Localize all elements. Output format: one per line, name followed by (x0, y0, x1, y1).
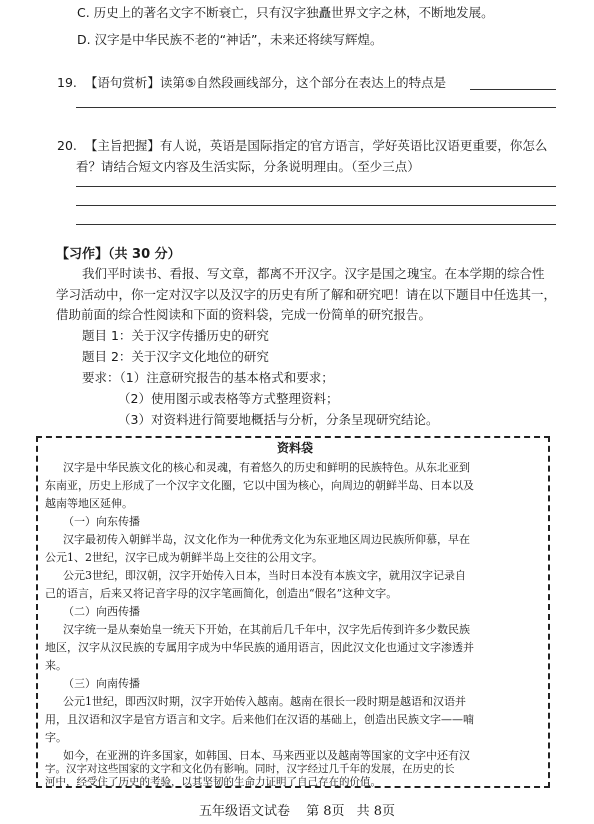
answer-line[interactable] (76, 205, 556, 206)
material-line: 汉字是中华民族文化的核心和灵魂，有着悠久的历史和鲜明的民族特色。从东北亚到 (63, 461, 470, 474)
material-line: 用，且汉语和汉字是官方语言和文字。后来他们在汉语的基础上，创造出民族文字——喃 (45, 713, 474, 726)
answer-line[interactable] (76, 186, 556, 187)
question-20 (57, 136, 547, 154)
topic-1: 题目 1：关于汉字传播历史的研究 (82, 328, 269, 343)
material-line: 字。 (45, 731, 67, 744)
material-line: 公元1世纪，即西汉时期，汉字开始传入越南。越南在很长一段时期是越语和汉语并 (63, 695, 466, 708)
option-d: D. 汉字是中华民族不老的“神话”，未来还将续写辉煌。 (77, 32, 383, 47)
page-number: 第 8页 (306, 804, 345, 819)
material-title: 资料袋 (277, 441, 314, 455)
material-subheading: （二）向西传播 (63, 605, 140, 618)
question-19 (57, 73, 446, 91)
page-footer (0, 800, 594, 819)
question-number: 20. (57, 138, 77, 153)
question-tag: 【语句赏析】 (84, 75, 160, 90)
answer-line[interactable] (470, 89, 556, 90)
question-text: 读第⑤自然段画线部分，这个部分在表达上的特点是 (159, 75, 447, 90)
question-20-cont: 看？请结合短文内容及生活实际，分条说明理由。（至少三点） (76, 159, 420, 174)
intro-line: 学习活动中，你一定对汉字以及汉字的历史有所了解和研究吧！请在以下题目中任选其一， (56, 287, 557, 302)
requirement-2: （2）使用图示或表格等方式整理资料； (118, 391, 339, 406)
material-line: 河中，经受住了历史的考验，以其坚韧的生命力证明了自己存在的价值。 (45, 776, 381, 788)
intro-line: 我们平时读书、看报、写文章，都离不开汉字。汉字是国之瑰宝。在本学期的综合性 (82, 266, 545, 281)
material-line: 汉字最初传入朝鲜半岛，汉文化作为一种优秀文化为东亚地区周边民族所仰慕，早在 (63, 533, 470, 546)
section-heading: 【习作】（共 30 分） (56, 247, 181, 262)
material-subheading: （三）向南传播 (63, 677, 140, 690)
requirement-3: （3）对资料进行简要地概括与分析，分条呈现研究结论。 (118, 412, 439, 427)
material-subheading: （一）向东传播 (63, 515, 140, 528)
material-line: 如今，在亚洲的许多国家，如韩国、日本、马来西亚以及越南等国家的文字中还有汉 (63, 749, 470, 762)
material-line: 公元3世纪，即汉朝，汉字开始传入日本，当时日本没有本族文字，就用汉字记录自 (63, 569, 466, 582)
material-line: 东南亚，历史上形成了一个汉字文化圈，它以中国为核心，向周边的朝鲜半岛、日本以及 (45, 479, 474, 492)
answer-line[interactable] (76, 107, 556, 108)
material-line: 公元1、2世纪，汉字已成为朝鲜半岛上交往的公用文字。 (45, 551, 323, 564)
option-c: C. 历史上的著名文字不断衰亡，只有汉字独矗世界文字之林，不断地发展。 (77, 5, 494, 20)
question-tag: 【主旨把握】 (84, 138, 160, 153)
question-text: 有人说，英语是国际指定的官方语言，学好英语比汉语更重要，你怎么 (159, 138, 548, 153)
material-line: 越南等地区延伸。 (45, 497, 133, 510)
answer-line[interactable] (76, 224, 556, 225)
question-number: 19. (57, 75, 77, 90)
intro-line: 借助前面的综合性阅读和下面的资料袋，完成一份简单的研究报告。 (56, 307, 432, 322)
exam-name: 五年级语文试卷 (198, 804, 290, 819)
topic-2: 题目 2：关于汉字文化地位的研究 (82, 349, 269, 364)
material-line: 地区，汉字从汉民族的专属用字成为中华民族的通用语言，因此汉文化也通过文字渗透并 (45, 641, 474, 654)
material-line: 来。 (45, 659, 67, 672)
page-total: 共 8页 (356, 804, 396, 819)
material-line: 字。汉字对这些国家的文字和文化仍有影响。同时，汉字经过几千年的发展，在历史的长 (45, 763, 455, 775)
requirement-1: 要求：（1）注意研究报告的基本格式和要求； (82, 370, 334, 385)
material-line: 己的语言，后来又将记音字母的汉字笔画简化，创造出“假名”这种文字。 (45, 587, 398, 600)
material-line: 汉字统一是从秦始皇一统天下开始，在其前后几千年中，汉字先后传到许多少数民族 (63, 623, 470, 636)
